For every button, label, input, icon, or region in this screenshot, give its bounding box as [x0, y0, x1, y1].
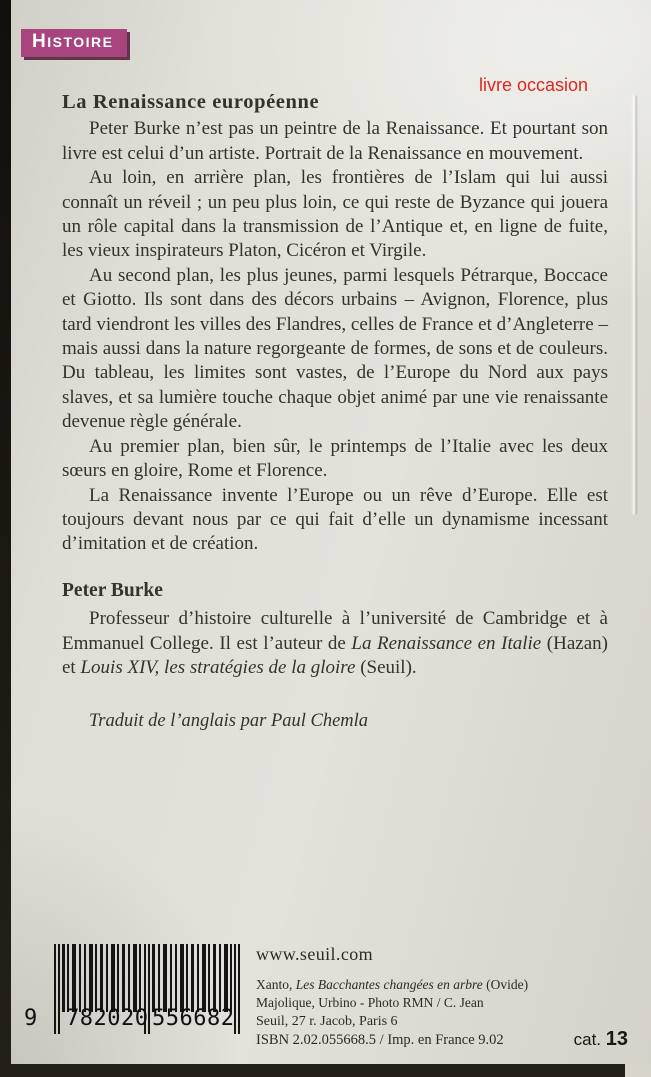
barcode-digit-group-2: 556682: [152, 1006, 235, 1031]
paragraph-1: Peter Burke n’est pas un peintre de la Renaissance. Et pourtant son livre est celui d’un artiste. Portrait de la Renaissance en mouvement.: [62, 118, 608, 164]
cited-book-title-2: Louis XIV, les stratégies de la gloire: [80, 656, 356, 678]
credit-artwork-title: Les Bacchantes changées en arbre: [295, 977, 483, 992]
author-name-heading: Peter Burke: [62, 579, 163, 601]
back-cover-title: La Renaissance européenne: [62, 91, 320, 113]
photo-credits: [256, 976, 528, 1011]
seller-note: livre occasion: [479, 75, 589, 95]
isbn-line: ISBN 2.02.055668.5 / Imp. en France 9.02: [256, 1032, 504, 1048]
paragraph-5: La Renaissance invente l’Europe ou un rêve d’Europe. Elle est toujours devant nous par ce qui fait d’elle un dynamisme incessant d’imitation et de création.: [62, 484, 608, 555]
barcode-lead-digit: 9: [24, 1006, 38, 1031]
author-bio: [62, 607, 608, 680]
category-tag: [530, 1028, 628, 1051]
ean-barcode: [20, 944, 252, 1056]
paper-crease-decoration: [631, 95, 638, 515]
publisher-website-url: www.seuil.com: [256, 944, 374, 964]
collection-badge-histoire: [21, 29, 127, 57]
bio-text-end: (Seuil).: [355, 656, 417, 678]
photo-credit-line-2: Majolique, Urbino - Photo RMN / C. Jean: [256, 994, 484, 1010]
paragraph-2: Au loin, en arrière plan, les frontières de l’Islam qui lui aussi connaît un réveil ; un peu plus loin, ce qui reste de Byzance qui jouera un rôle capital dans la transmission de l’Antique et, en ligne de fuite, les vieux inspirateurs Platon, Cicéron et Virgile.: [62, 167, 608, 262]
back-cover-text: [62, 90, 608, 734]
category-label: cat.: [573, 1030, 606, 1049]
badge-initial: H: [32, 31, 48, 52]
bio-text-mid: (Hazan) et: [62, 632, 608, 678]
bio-text: Professeur d’histoire culturelle à l’université de Cambridge et à Emmanuel College. Il est l’auteur de: [62, 608, 608, 654]
paragraph-3: Au second plan, les plus jeunes, parmi lesquels Pétrarque, Boccace et Giotto. Ils sont dans des décors urbains – Avignon, Florence, plus tard viendront les villes des Flandres, celles de France et d’Angleterre – mais aussi dans la nature regorgeante de formes, de sons et de couleurs. Du tableau, les limites sont vastes, de l’Europe du Nord aux pays slaves, et sa lumière touche chaque objet animé par une vie renaissante devenue règle générale.: [62, 264, 608, 433]
cover-bottom-right-corner: [625, 1064, 651, 1077]
publisher-address: Seuil, 27 r. Jacob, Paris 6: [256, 1014, 398, 1029]
translator-note: Traduit de l’anglais par Paul Chemla: [89, 711, 369, 732]
credit-source: (Ovide): [482, 977, 529, 992]
badge-label: ISTOIRE: [47, 34, 114, 50]
paragraph-4: Au premier plan, bien sûr, le printemps de l’Italie avec les deux sœurs en gloire, Rome et Florence.: [62, 435, 608, 482]
barcode-digit-group-1: 782020: [66, 1006, 149, 1031]
credit-artist: Xanto,: [256, 977, 296, 992]
category-number: 13: [605, 1028, 628, 1050]
photo-credit-line-1: [256, 976, 528, 994]
cited-book-title-1: La Renaissance en Italie: [351, 632, 542, 654]
